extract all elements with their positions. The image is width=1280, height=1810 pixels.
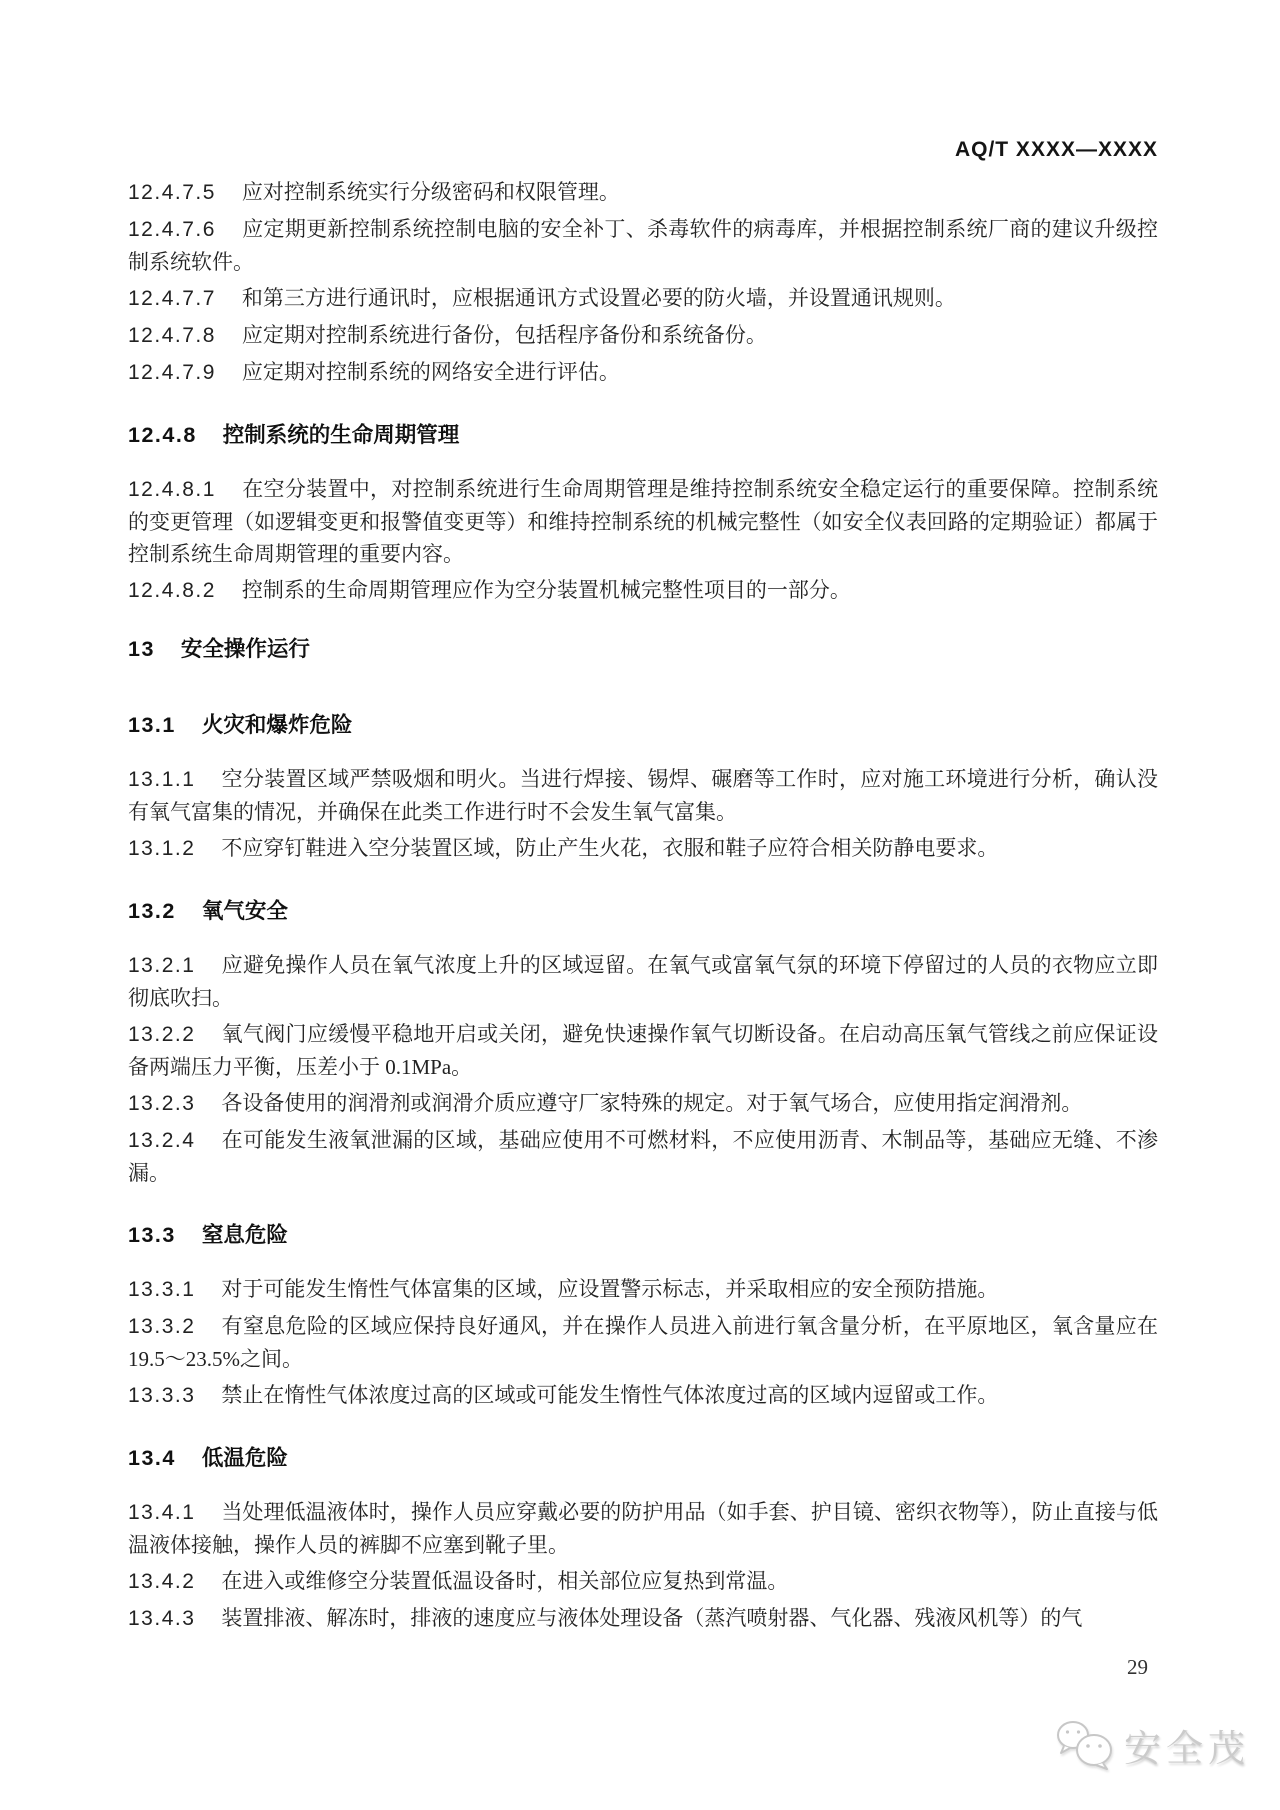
clause-number: 13.1 <box>128 713 176 737</box>
clause-paragraph <box>128 1310 1158 1375</box>
section-heading <box>128 1416 1158 1496</box>
section-heading <box>128 611 1158 683</box>
section-heading <box>128 393 1158 473</box>
clause-paragraph <box>128 176 1158 209</box>
clause-text: 对于可能发生惰性气体富集的区域，应设置警示标志，并采取相应的安全预防措施。 <box>221 1277 999 1301</box>
clause-text: 装置排液、解冻时，排液的速度应与液体处理设备（蒸汽喷射器、气化器、残液风机等）的气 <box>221 1606 1083 1630</box>
clause-text: 火灾和爆炸危险 <box>201 713 353 737</box>
clause-text: 有窒息危险的区域应保持良好通风，并在操作人员进入前进行氧含量分析，在平原地区，氧含量应在 19.5～23.5%之间。 <box>128 1314 1158 1371</box>
clause-text: 窒息危险 <box>201 1223 288 1247</box>
clause-number: 13.1.1 <box>128 768 196 791</box>
clause-number: 13.4.1 <box>128 1501 196 1524</box>
clause-text: 和第三方进行通讯时，应根据通讯方式设置必要的防火墙，并设置通讯规则。 <box>241 286 956 310</box>
page-number: 29 <box>1127 1655 1148 1679</box>
clause-paragraph <box>128 832 1158 865</box>
section-heading <box>128 869 1158 949</box>
clause-text: 低温危险 <box>201 1446 288 1470</box>
clause-number: 13.4.3 <box>128 1607 196 1630</box>
clause-number: 13.3.3 <box>128 1384 196 1407</box>
clause-number: 13.3.1 <box>128 1278 196 1301</box>
clause-text: 当处理低温液体时，操作人员应穿戴必要的防护用品（如手套、护目镜、密织衣物等），防止直接与低温液体接触，操作人员的裤脚不应塞到靴子里。 <box>128 1500 1158 1557</box>
clause-text: 禁止在惰性气体浓度过高的区域或可能发生惰性气体浓度过高的区域内逗留或工作。 <box>221 1383 999 1407</box>
brand-watermark <box>1054 1718 1250 1772</box>
clause-text: 氧气安全 <box>201 899 288 923</box>
wechat-bubbles-icon <box>1054 1719 1116 1771</box>
clause-paragraph <box>128 1018 1158 1083</box>
standard-code-header: AQ/T XXXX—XXXX <box>954 138 1158 161</box>
clause-number: 12.4.7.8 <box>128 324 216 347</box>
clause-number: 13.2 <box>128 899 176 923</box>
clause-text: 在空分装置中，对控制系统进行生命周期管理是维持控制系统安全稳定运行的重要保障。控制系统的变更管理（如逻辑变更和报警值变更等）和维持控制系统的机械完整性（如安全仪表回路的定期验证）都属于控制系统生命周期管理的重要内容。 <box>128 477 1158 566</box>
clause-text: 控制系统的生命周期管理 <box>222 423 460 447</box>
clause-number: 13.2.1 <box>128 954 196 977</box>
clause-text: 氧气阀门应缓慢平稳地开启或关闭，避免快速操作氧气切断设备。在启动高压氧气管线之前应保证设备两端压力平衡，压差小于 0.1MPa。 <box>128 1022 1158 1079</box>
clause-number: 12.4.8 <box>128 423 197 447</box>
clause-text: 安全操作运行 <box>180 637 310 661</box>
clause-number: 13.2.4 <box>128 1129 196 1152</box>
clause-text: 应对控制系统实行分级密码和权限管理。 <box>241 180 620 204</box>
clause-text: 不应穿钉鞋进入空分装置区域，防止产生火花，衣服和鞋子应符合相关防静电要求。 <box>221 836 999 860</box>
clause-paragraph <box>128 574 1158 607</box>
clause-number: 13.3.2 <box>128 1315 196 1338</box>
clause-paragraph <box>128 1273 1158 1306</box>
clause-number: 13.4 <box>128 1446 176 1470</box>
clause-paragraph <box>128 1565 1158 1598</box>
clause-paragraph <box>128 319 1158 352</box>
clause-text: 应定期对控制系统进行备份，包括程序备份和系统备份。 <box>241 323 767 347</box>
section-heading <box>128 1193 1158 1273</box>
clause-text: 各设备使用的润滑剂或润滑介质应遵守厂家特殊的规定。对于氧气场合，应使用指定润滑剂。 <box>221 1091 1083 1115</box>
clause-paragraph <box>128 356 1158 389</box>
clause-paragraph <box>128 949 1158 1014</box>
clause-number: 13.4.2 <box>128 1570 196 1593</box>
document-body <box>128 176 1158 1639</box>
clause-paragraph <box>128 1379 1158 1412</box>
clause-number: 12.4.8.2 <box>128 579 216 602</box>
clause-text: 控制系的生命周期管理应作为空分装置机械完整性项目的一部分。 <box>241 578 851 602</box>
clause-number: 13.1.2 <box>128 837 196 860</box>
clause-text: 应避免操作人员在氧气浓度上升的区域逗留。在氧气或富氧气氛的环境下停留过的人员的衣物应立即彻底吹扫。 <box>128 953 1158 1010</box>
clause-number: 12.4.7.5 <box>128 181 216 204</box>
clause-number: 12.4.7.9 <box>128 361 216 384</box>
brand-name: 安全茂 <box>1124 1728 1250 1769</box>
clause-paragraph <box>128 1602 1158 1635</box>
clause-number: 13.2.3 <box>128 1092 196 1115</box>
clause-paragraph <box>128 473 1158 570</box>
clause-paragraph <box>128 213 1158 278</box>
clause-number: 12.4.7.7 <box>128 287 216 310</box>
clause-number: 13 <box>128 637 155 661</box>
clause-paragraph <box>128 1087 1158 1120</box>
clause-text: 空分装置区域严禁吸烟和明火。当进行焊接、锡焊、碾磨等工作时，应对施工环境进行分析，确认没有氧气富集的情况，并确保在此类工作进行时不会发生氧气富集。 <box>128 767 1158 824</box>
clause-paragraph <box>128 1124 1158 1189</box>
clause-number: 13.3 <box>128 1223 176 1247</box>
clause-paragraph <box>128 1496 1158 1561</box>
section-heading <box>128 683 1158 763</box>
clause-number: 12.4.7.6 <box>128 218 216 241</box>
clause-text: 在可能发生液氧泄漏的区域，基础应使用不可燃材料，不应使用沥青、木制品等，基础应无缝、不渗漏。 <box>128 1128 1158 1185</box>
clause-paragraph <box>128 282 1158 315</box>
clause-paragraph <box>128 763 1158 828</box>
clause-text: 应定期对控制系统的网络安全进行评估。 <box>241 360 620 384</box>
clause-number: 12.4.8.1 <box>128 478 216 501</box>
clause-number: 13.2.2 <box>128 1023 196 1046</box>
clause-text: 在进入或维修空分装置低温设备时，相关部位应复热到常温。 <box>221 1569 789 1593</box>
clause-text: 应定期更新控制系统控制电脑的安全补丁、杀毒软件的病毒库，并根据控制系统厂商的建议升级控制系统软件。 <box>128 217 1158 274</box>
